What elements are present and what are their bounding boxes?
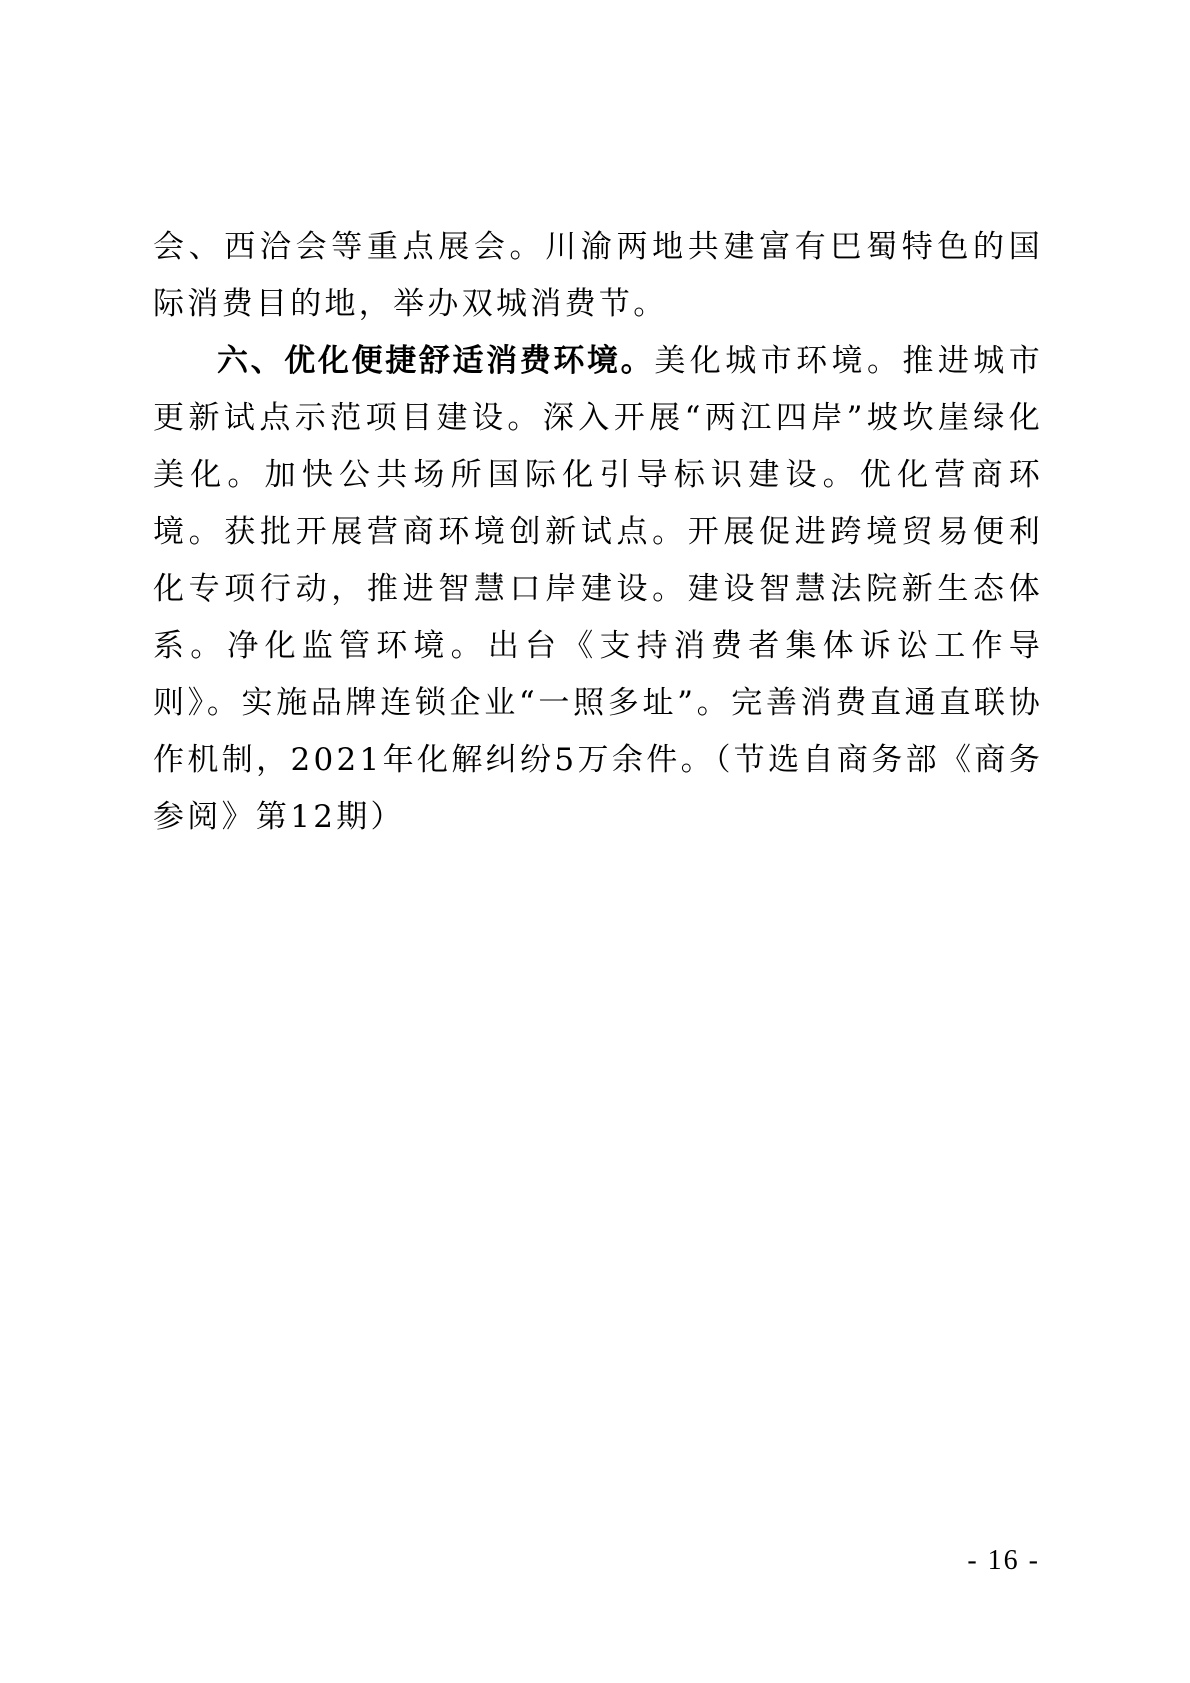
section-heading: 六、优化便捷舒适消费环境。 [217,343,655,379]
paragraph-section-six [153,333,1043,846]
document-body [153,219,1043,846]
paragraph-text: 会、西洽会等重点展会。川渝两地共建富有巴蜀特色的国际消费目的地，举办双城消费节。 [153,229,1043,322]
paragraph-text: 美化城市环境。推进城市更新试点示范项目建设。深入开展“两江四岸”坡坎崖绿化美化。加快公共场所国际化引导标识建设。优化营商环境。获批开展营商环境创新试点。开展促进跨境贸易便利化专项行动，推进智慧口岸建设。建设智慧法院新生态体系。净化监管环境。出台《支持消费者集体诉讼工作导则》。实施品牌连锁企业“一照多址”。完善消费直通直联协作机制，2021年化解纠纷5万余件。（节选自商务部《商务参阅》第12期） [153,343,1043,835]
page-number: - 16 - [967,1545,1040,1576]
paragraph-continuation [153,219,1043,333]
